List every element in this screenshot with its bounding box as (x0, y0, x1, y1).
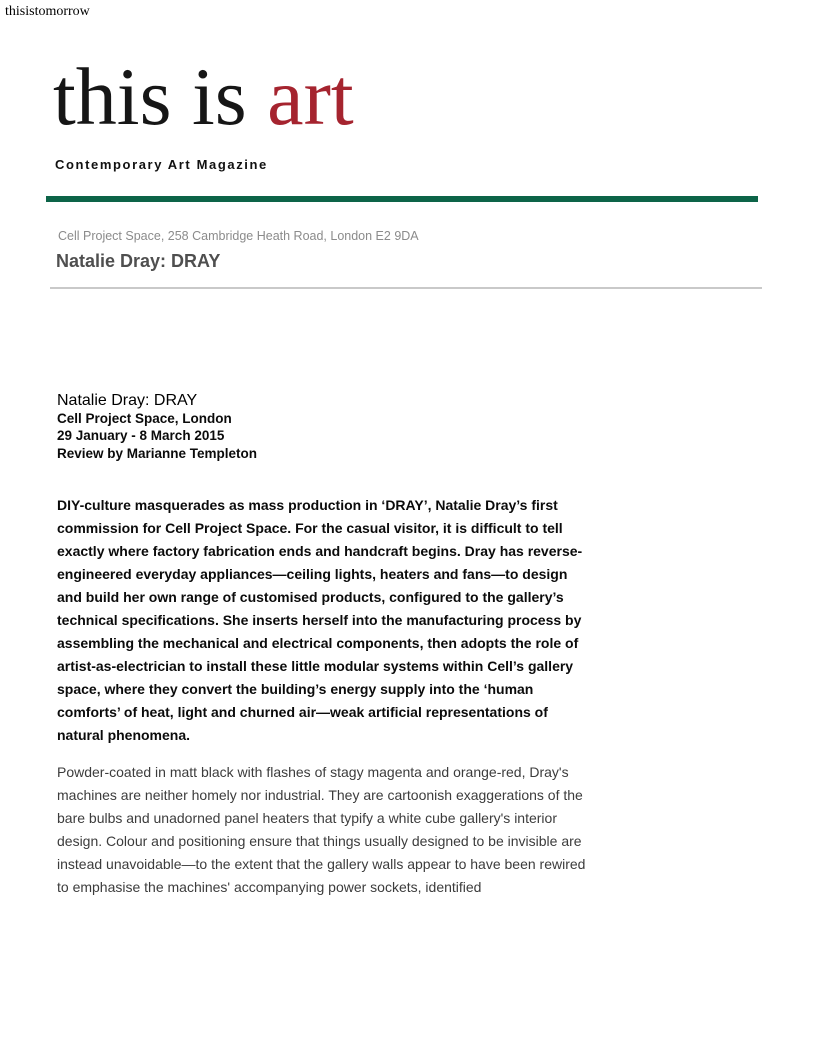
logo-text-this-is: this is (53, 51, 268, 142)
print-header-site-name: thisistomorrow (5, 4, 90, 19)
article-paragraph-body: Powder-coated in matt black with flashes of stagy magenta and orange-red, Dray's machines are neither homely nor industrial. They are cartoonish exaggerations of the bare bulbs and unadorned panel heaters that typify a white cube gallery's interior design. Colour and positioning ensure that things usually designed to be invisible are instead unavoidable—to the extent that the gallery walls appear to have been rewired to emphasise the machines' accompanying power sockets, identified (57, 764, 586, 896)
page-title: Natalie Dray: DRAY (56, 251, 221, 271)
article-dates: 29 January - 8 March 2015 (57, 428, 225, 444)
logo-text-art: art (267, 51, 354, 142)
magazine-logo (53, 51, 354, 142)
article-paragraph-lead: DIY-culture masquerades as mass production in ‘DRAY’, Natalie Dray’s first commission for Cell Project Space. For the casual visitor, it is difficult to tell exactly where factory fabrication ends and handcraft begins. Dray has reverse-engineered everyday appliances—ceiling lights, heaters and fans—to design and build her own range of customised products, configured to the gallery’s technical specifications. She inserts herself into the manufacturing process by assembling the mechanical and electrical components, then adopts the role of artist-as-electrician to install these little modular systems within Cell’s gallery space, where they convert the building’s energy supply into the ‘human comforts’ of heat, light and churned air—weak artificial representations of natural phenomena. (57, 497, 583, 744)
article-title: Natalie Dray: DRAY (57, 392, 198, 409)
article-venue: Cell Project Space, London (57, 411, 232, 426)
magazine-tagline: Contemporary Art Magazine (55, 157, 268, 172)
venue-address: Cell Project Space, 258 Cambridge Heath Road, London E2 9DA (58, 229, 419, 243)
review-article (57, 391, 594, 899)
article-byline: Review by Marianne Templeton (57, 445, 258, 461)
green-divider-rule (46, 196, 758, 202)
gray-divider-rule (50, 287, 762, 289)
